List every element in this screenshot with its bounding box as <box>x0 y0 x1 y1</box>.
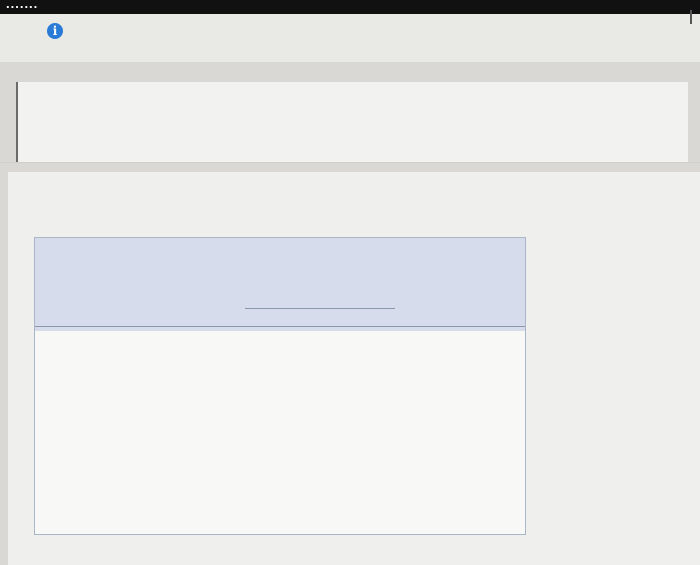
divider <box>0 162 700 163</box>
section-band <box>35 327 525 331</box>
browser-url-bar: ....... <box>0 0 700 14</box>
assignment-header <box>0 14 700 62</box>
question-text <box>20 180 700 194</box>
balance-sheet-table <box>34 237 526 535</box>
table-header <box>35 238 525 331</box>
scroll-indicator <box>690 10 692 24</box>
required-info-box <box>16 82 688 162</box>
year-divider <box>245 308 395 309</box>
info-icon[interactable]: i <box>47 23 63 39</box>
